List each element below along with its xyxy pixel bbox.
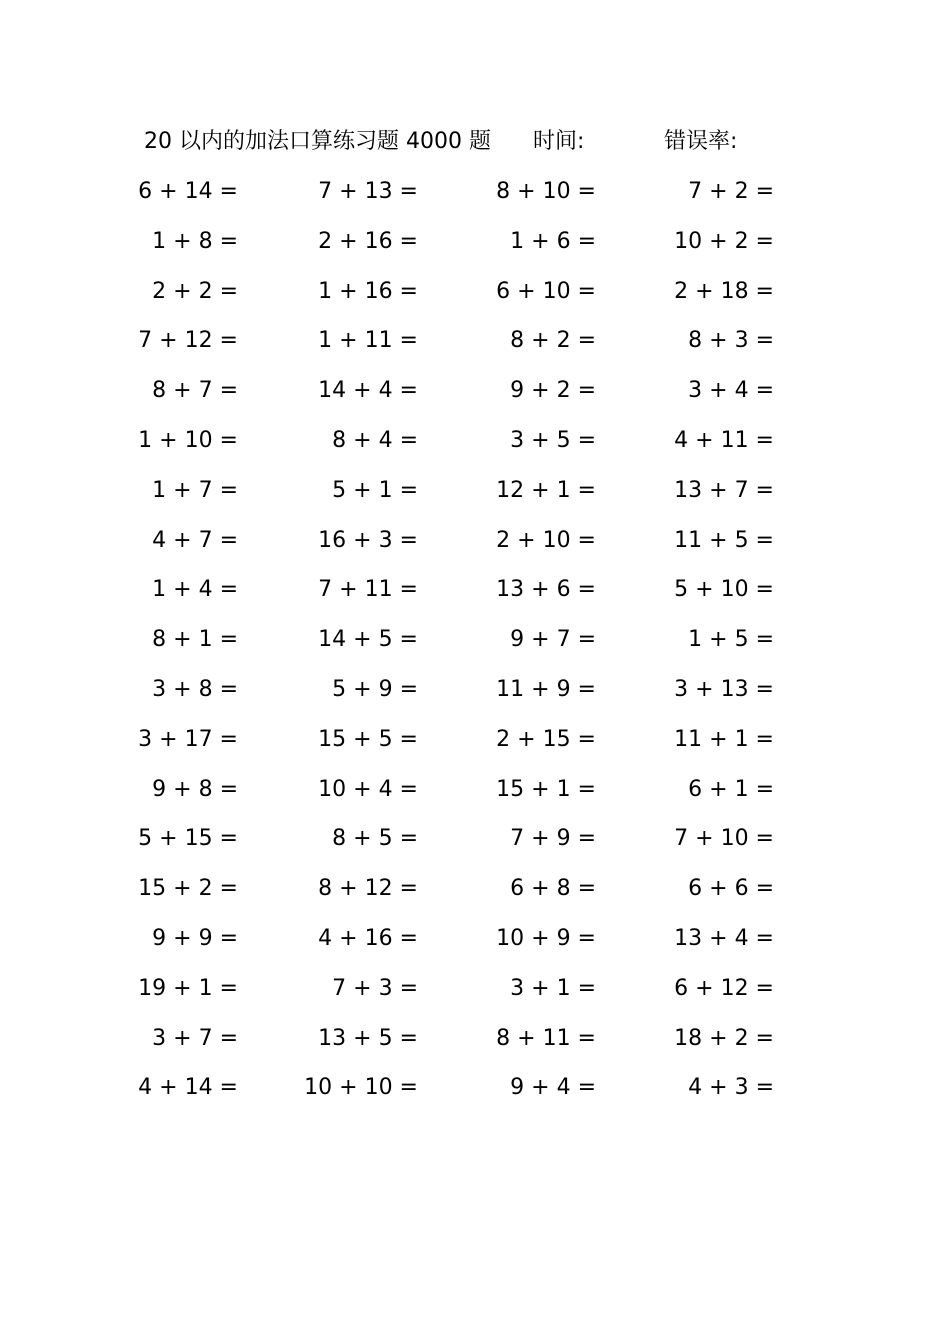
problem-cell: 3 + 7 = [152, 1025, 238, 1051]
problem-cell: 8 + 7 = [152, 378, 238, 404]
problem-row [130, 919, 800, 959]
problem-cell: 7 + 3 = [332, 975, 418, 1001]
problem-cell: 4 + 7 = [152, 527, 238, 553]
problem-cell: 8 + 11 = [496, 1025, 596, 1051]
problem-cell: 9 + 7 = [510, 627, 596, 653]
problem-row [130, 222, 800, 262]
problem-cell: 8 + 4 = [332, 428, 418, 453]
problem-cell: 3 + 5 = [510, 428, 596, 453]
problem-cell: 1 + 11 = [318, 328, 418, 354]
problem-cell: 4 + 14 = [138, 1075, 238, 1101]
problem-cell: 1 + 6 = [510, 228, 596, 254]
problem-cell: 9 + 4 = [510, 1075, 596, 1101]
problem-cell: 14 + 5 = [318, 627, 418, 653]
problem-row [130, 521, 800, 561]
problem-row [130, 471, 800, 511]
problem-row [130, 819, 800, 859]
problem-cell: 3 + 17 = [138, 726, 238, 752]
problem-row [130, 1068, 800, 1108]
problem-cell: 4 + 16 = [318, 926, 418, 951]
problem-cell: 18 + 2 = [674, 1025, 774, 1051]
problem-cell: 1 + 8 = [152, 228, 238, 254]
problem-cell: 6 + 6 = [688, 876, 774, 902]
problem-row [130, 620, 800, 660]
time-label: 时间: [533, 129, 585, 154]
error-rate-label: 错误率: [664, 129, 738, 154]
problem-cell: 6 + 1 = [688, 776, 774, 802]
problem-cell: 6 + 10 = [496, 278, 596, 304]
problem-grid [130, 172, 800, 1122]
problem-cell: 5 + 15 = [138, 826, 238, 852]
problem-cell: 8 + 12 = [318, 876, 418, 902]
problem-row [130, 421, 800, 461]
problem-cell: 1 + 5 = [688, 627, 774, 653]
problem-row [130, 770, 800, 810]
problem-cell: 7 + 9 = [510, 826, 596, 852]
problem-cell: 3 + 13 = [674, 677, 774, 702]
problem-cell: 11 + 1 = [674, 726, 774, 752]
problem-cell: 10 + 4 = [318, 776, 418, 802]
problem-row [130, 869, 800, 909]
problem-cell: 6 + 14 = [138, 179, 238, 204]
problem-cell: 4 + 3 = [688, 1075, 774, 1101]
problem-cell: 11 + 5 = [674, 527, 774, 553]
problem-row [130, 321, 800, 361]
problem-cell: 1 + 16 = [318, 278, 418, 304]
problem-cell: 2 + 16 = [318, 228, 418, 254]
problem-cell: 19 + 1 = [138, 975, 238, 1001]
problem-row [130, 272, 800, 312]
problem-cell: 7 + 12 = [138, 328, 238, 354]
problem-cell: 5 + 9 = [332, 677, 418, 702]
problem-cell: 13 + 6 = [496, 577, 596, 603]
problem-cell: 6 + 12 = [674, 975, 774, 1001]
problem-cell: 15 + 1 = [496, 776, 596, 802]
problem-cell: 2 + 2 = [152, 278, 238, 304]
problem-cell: 9 + 8 = [152, 776, 238, 802]
problem-cell: 4 + 11 = [674, 428, 774, 453]
problem-cell: 15 + 5 = [318, 726, 418, 752]
problem-cell: 12 + 1 = [496, 477, 596, 503]
problem-cell: 7 + 10 = [674, 826, 774, 852]
problem-cell: 2 + 10 = [496, 527, 596, 553]
problem-cell: 6 + 8 = [510, 876, 596, 902]
problem-cell: 3 + 8 = [152, 677, 238, 702]
problem-cell: 2 + 18 = [674, 278, 774, 304]
problem-cell: 1 + 4 = [152, 577, 238, 603]
problem-cell: 11 + 9 = [496, 677, 596, 702]
problem-cell: 13 + 7 = [674, 477, 774, 503]
problem-cell: 8 + 10 = [496, 179, 596, 204]
problem-cell: 13 + 5 = [318, 1025, 418, 1051]
problem-cell: 10 + 9 = [496, 926, 596, 951]
problem-row [130, 1019, 800, 1059]
problem-cell: 7 + 13 = [318, 179, 418, 204]
problem-cell: 15 + 2 = [138, 876, 238, 902]
problem-cell: 10 + 2 = [674, 228, 774, 254]
problem-cell: 1 + 7 = [152, 477, 238, 503]
problem-row [130, 720, 800, 760]
problem-cell: 5 + 10 = [674, 577, 774, 603]
problem-cell: 8 + 5 = [332, 826, 418, 852]
worksheet-header [144, 124, 804, 160]
problem-row [130, 172, 800, 212]
problem-cell: 13 + 4 = [674, 926, 774, 951]
problem-cell: 5 + 1 = [332, 477, 418, 503]
problem-cell: 10 + 10 = [304, 1075, 418, 1101]
problem-cell: 8 + 2 = [510, 328, 596, 354]
problem-cell: 2 + 15 = [496, 726, 596, 752]
problem-cell: 8 + 1 = [152, 627, 238, 653]
problem-row [130, 570, 800, 610]
problem-cell: 3 + 4 = [688, 378, 774, 404]
problem-row [130, 670, 800, 710]
problem-cell: 7 + 11 = [318, 577, 418, 603]
problem-cell: 7 + 2 = [688, 179, 774, 204]
problem-cell: 3 + 1 = [510, 975, 596, 1001]
problem-cell: 9 + 9 = [152, 926, 238, 951]
worksheet-title: 20 以内的加法口算练习题 4000 题 [144, 129, 491, 154]
problem-cell: 16 + 3 = [318, 527, 418, 553]
problem-cell: 14 + 4 = [318, 378, 418, 404]
problem-cell: 9 + 2 = [510, 378, 596, 404]
problem-cell: 1 + 10 = [138, 428, 238, 453]
problem-row [130, 969, 800, 1009]
problem-cell: 8 + 3 = [688, 328, 774, 354]
problem-row [130, 371, 800, 411]
